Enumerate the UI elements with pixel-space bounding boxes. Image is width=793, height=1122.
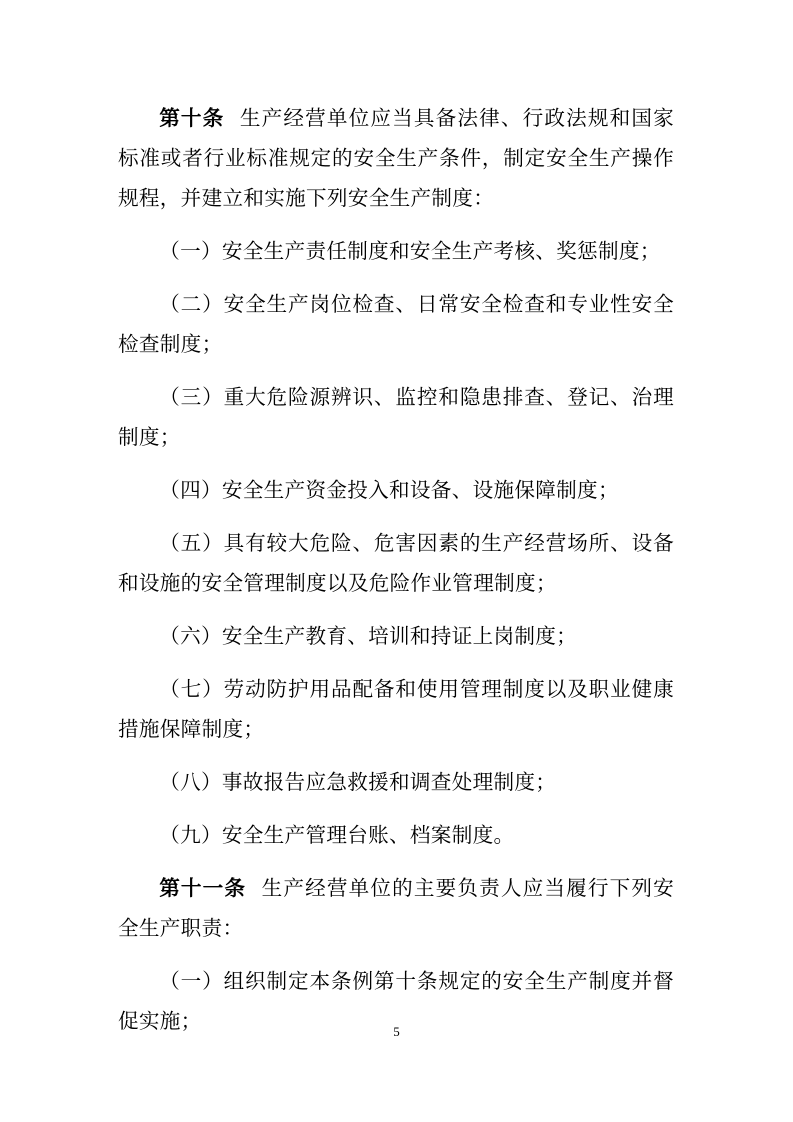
document-body — [118, 98, 674, 1041]
list-item: （七）劳动防护用品配备和使用管理制度以及职业健康措施保障制度； — [118, 677, 674, 741]
list-item: （二）安全生产岗位检查、日常安全检查和专业性安全检查制度； — [118, 292, 674, 356]
article-text: 生产经营单位的主要负责人应当履行下列安全生产职责： — [118, 876, 674, 940]
list-item: （五）具有较大危险、危害因素的生产经营场所、设备和设施的安全管理制度以及危险作业管理制度； — [118, 531, 674, 595]
article-label: 第十一条 — [159, 876, 247, 900]
list-item: （三）重大危险源辨识、监控和隐患排查、登记、治理制度； — [118, 385, 674, 449]
article-10 — [118, 98, 674, 218]
list-item: （八）事故报告应急救援和调查处理制度； — [159, 770, 557, 794]
list-item: （九）安全生产管理台账、档案制度。 — [159, 823, 515, 847]
article-label: 第十条 — [159, 106, 225, 130]
page-number: 5 — [393, 1024, 400, 1039]
list-item: （一）安全生产责任制度和安全生产考核、奖惩制度； — [159, 239, 661, 263]
list-item: （六）安全生产教育、培训和持证上岗制度； — [159, 624, 578, 648]
list-item: （四）安全生产资金投入和设备、设施保障制度； — [159, 478, 619, 502]
article-11 — [118, 868, 674, 948]
list-item: （一）组织制定本条例第十条规定的安全生产制度并督促实施； — [118, 969, 674, 1033]
article-text: 生产经营单位应当具备法律、行政法规和国家标准或者行业标准规定的安全生产条件，制定安全生产操作规程，并建立和实施下列安全生产制度： — [118, 106, 674, 210]
